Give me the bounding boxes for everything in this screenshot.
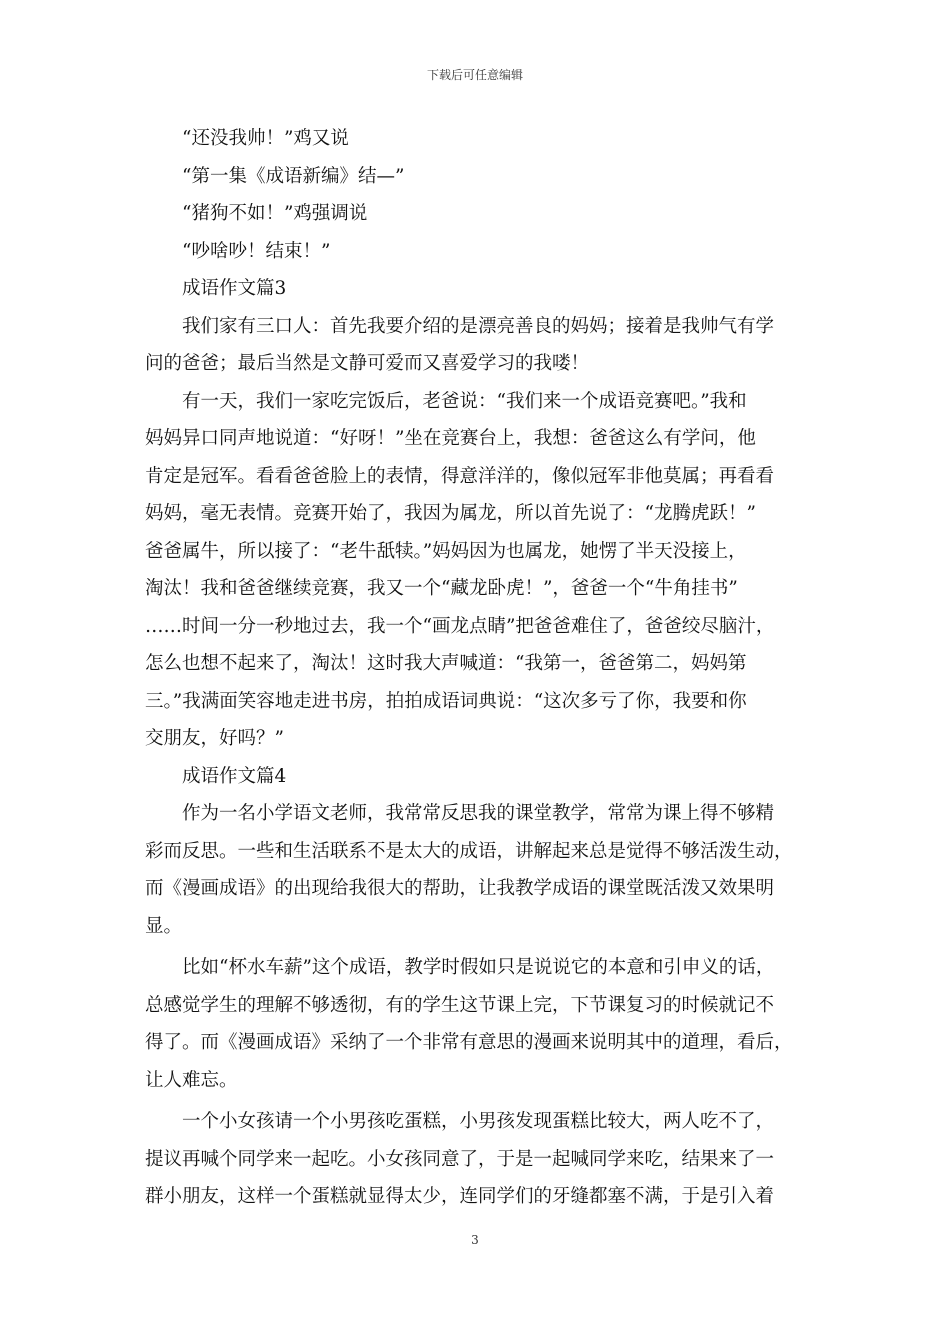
paragraph-line: 交朋友，好吗？” (145, 728, 284, 749)
paragraph-line: 爸爸属牛，所以接了：“老牛舐犊。”妈妈因为也属龙，她愣了半天没接上， (145, 540, 747, 562)
dialog-line: “还没我帅！”鸡又说 (182, 128, 349, 149)
paragraph-line: 怎么也想不起来了，淘汰！这时我大声喊道：“我第一，爸爸第二，妈妈第 (145, 653, 747, 674)
dialog-line: “第一集《成语新编》结—” (182, 165, 405, 187)
page-header: 下载后可任意编辑 (426, 68, 523, 82)
paragraph-line: 淘汰！我和爸爸继续竞赛，我又一个“藏龙卧虎！”，爸爸一个“牛角挂书” (145, 578, 738, 599)
paragraph-line: 一个小女孩请一个小男孩吃蛋糕，小男孩发现蛋糕比较大，两人吃不了， (182, 1111, 775, 1132)
paragraph-line: 作为一名小学语文老师，我常常反思我的课堂教学，常常为课上得不够精 (182, 803, 775, 824)
paragraph-line: 肯定是冠军。看看爸爸脸上的表情，得意洋洋的，像似冠军非他莫属；再看看 (145, 465, 775, 487)
paragraph-line: 妈妈异口同声地说道：“好呀！”坐在竞赛台上，我想：爸爸这么有学问，他 (145, 428, 756, 449)
page-number: 3 (471, 1233, 479, 1247)
dialog-line: “吵啥吵！结束！” (182, 240, 331, 262)
paragraph-line: 彩而反思。一些和生活联系不是太大的成语，讲解起来总是觉得不够活泼生动， (145, 840, 793, 862)
paragraph-line: 有一天，我们一家吃完饭后，老爸说：“我们来一个成语竞赛吧。”我和 (182, 390, 747, 412)
paragraph-line: 我们家有三口人：首先我要介绍的是漂亮善良的妈妈；接着是我帅气有学 (182, 315, 775, 337)
paragraph-line: 显。 (145, 915, 183, 937)
paragraph-line: 问的爸爸；最后当然是文静可爱而又喜爱学习的我喽！ (145, 353, 590, 374)
paragraph-line: ……时间一分一秒地过去，我一个“画龙点睛”把爸爸难住了，爸爸绞尽脑汁， (145, 615, 775, 637)
paragraph-line: 而《漫画成语》的出现给我很大的帮助，让我教学成语的课堂既活泼又效果明 (145, 878, 775, 899)
section-title: 成语作文篇3 (182, 278, 287, 299)
section-title: 成语作文篇4 (182, 765, 287, 787)
paragraph-line: 总感觉学生的理解不够透彻，有的学生这节课上完，下节课复习的时候就记不 (145, 994, 775, 1016)
paragraph-line: 比如“杯水车薪”这个成语，教学时假如只是说说它的本意和引申义的话， (182, 957, 775, 978)
dialog-line: “猪狗不如！”鸡强调说 (182, 203, 368, 224)
paragraph-line: 群小朋友，这样一个蛋糕就显得太少，连同学们的牙缝都塞不满，于是引入着 (145, 1186, 775, 1207)
paragraph-line: 让人难忘。 (145, 1069, 238, 1091)
paragraph-line: 三。”我满面笑容地走进书房，拍拍成语词典说：“这次多亏了你，我要和你 (145, 690, 747, 712)
document-body (145, 120, 805, 1216)
paragraph-line: 得了。而《漫画成语》采纳了一个非常有意思的漫画来说明其中的道理，看后， (145, 1032, 793, 1053)
paragraph-line: 妈妈，毫无表情。竞赛开始了，我因为属龙，所以首先说了：“龙腾虎跃！” (145, 503, 756, 524)
paragraph-line: 提议再喊个同学来一起吃。小女孩同意了，于是一起喊同学来吃，结果来了一 (145, 1148, 775, 1170)
